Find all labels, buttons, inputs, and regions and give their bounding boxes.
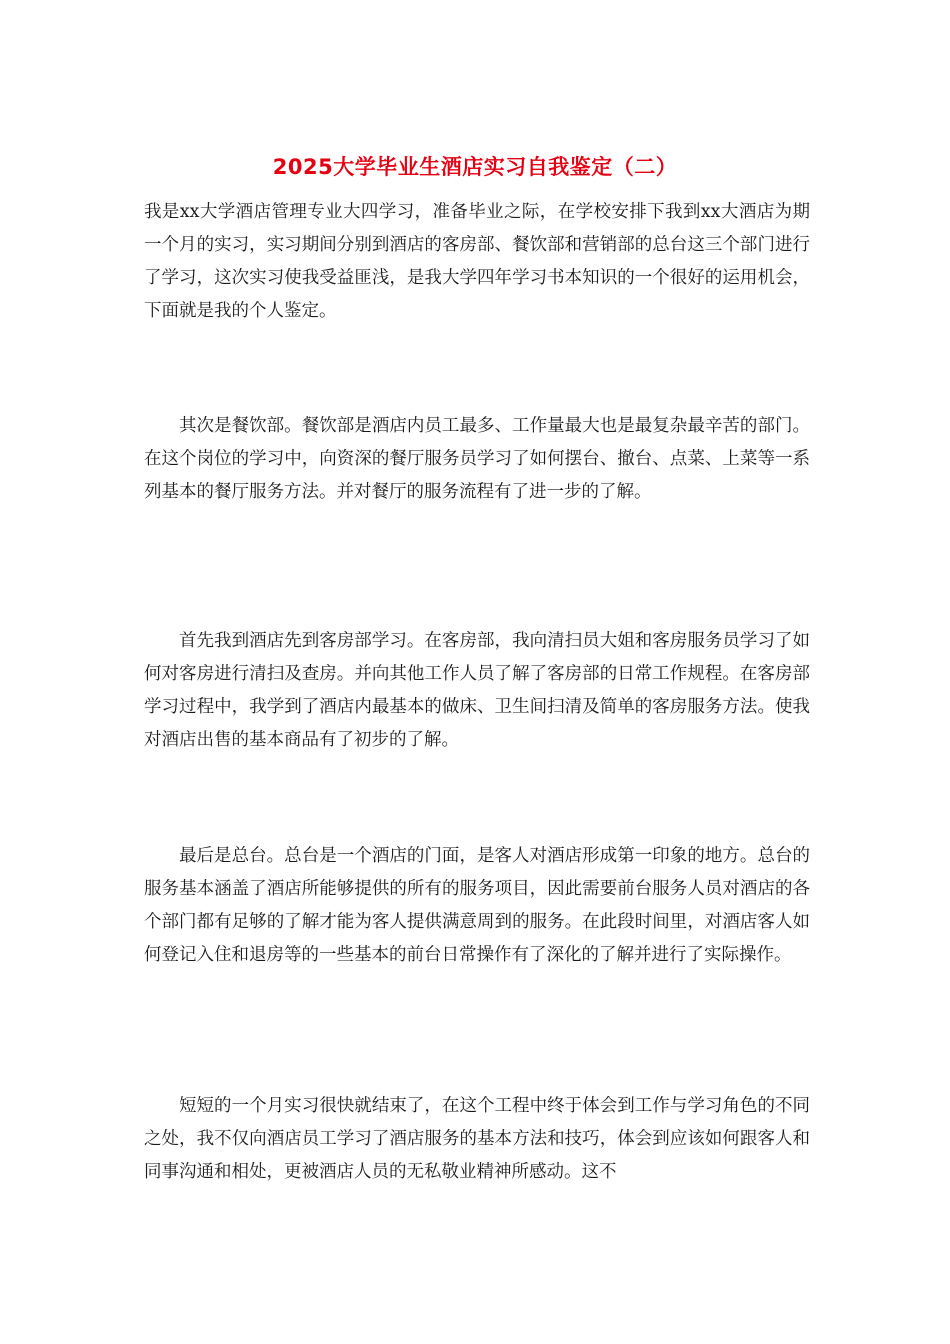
paragraph-front-desk: 最后是总台。总台是一个酒店的门面，是客人对酒店形成第一印象的地方。总台的服务基本涵盖了酒店所能够提供的所有的服务项目，因此需要前台服务人员对酒店的各个部门都有足够的了解才能为客人提供满意周到的服务。在此段时间里，对酒店客人如何登记入住和退房等的一些基本的前台日常操作有了深化的了解并进行了实际操作。 xyxy=(144,846,810,965)
page-title: 2025大学毕业生酒店实习自我鉴定（二） xyxy=(272,155,678,179)
paragraph-conclusion: 短短的一个月实习很快就结束了，在这个工程中终于体会到工作与学习角色的不同之处，我不仅向酒店员工学习了酒店服务的基本方法和技巧，体会到应该如何跟客人和同事沟通和相处，更被酒店人员的无私敬业精神所感动。这不 xyxy=(144,1096,810,1182)
paragraph-housekeeping: 首先我到酒店先到客房部学习。在客房部，我向清扫员大姐和客房服务员学习了如何对客房进行清扫及查房。并向其他工作人员了解了客房部的日常工作规程。在客房部学习过程中，我学到了酒店内最基本的做床、卫生间扫清及简单的客房服务方法。使我对酒店出售的基本商品有了初步的了解。 xyxy=(144,631,810,750)
paragraph-intro: 我是xx大学酒店管理专业大四学习，准备毕业之际，在学校安排下我到xx大酒店为期一个月的实习，实习期间分别到酒店的客房部、餐饮部和营销部的总台这三个部门进行了学习，这次实习使我受益匪浅，是我大学四年学习书本知识的一个很好的运用机会，下面就是我的个人鉴定。 xyxy=(144,202,810,321)
paragraph-catering: 其次是餐饮部。餐饮部是酒店内员工最多、工作量最大也是最复杂最辛苦的部门。在这个岗位的学习中，向资深的餐厅服务员学习了如何摆台、撤台、点菜、上菜等一系列基本的餐厅服务方法。并对餐厅的服务流程有了进一步的了解。 xyxy=(144,416,810,502)
